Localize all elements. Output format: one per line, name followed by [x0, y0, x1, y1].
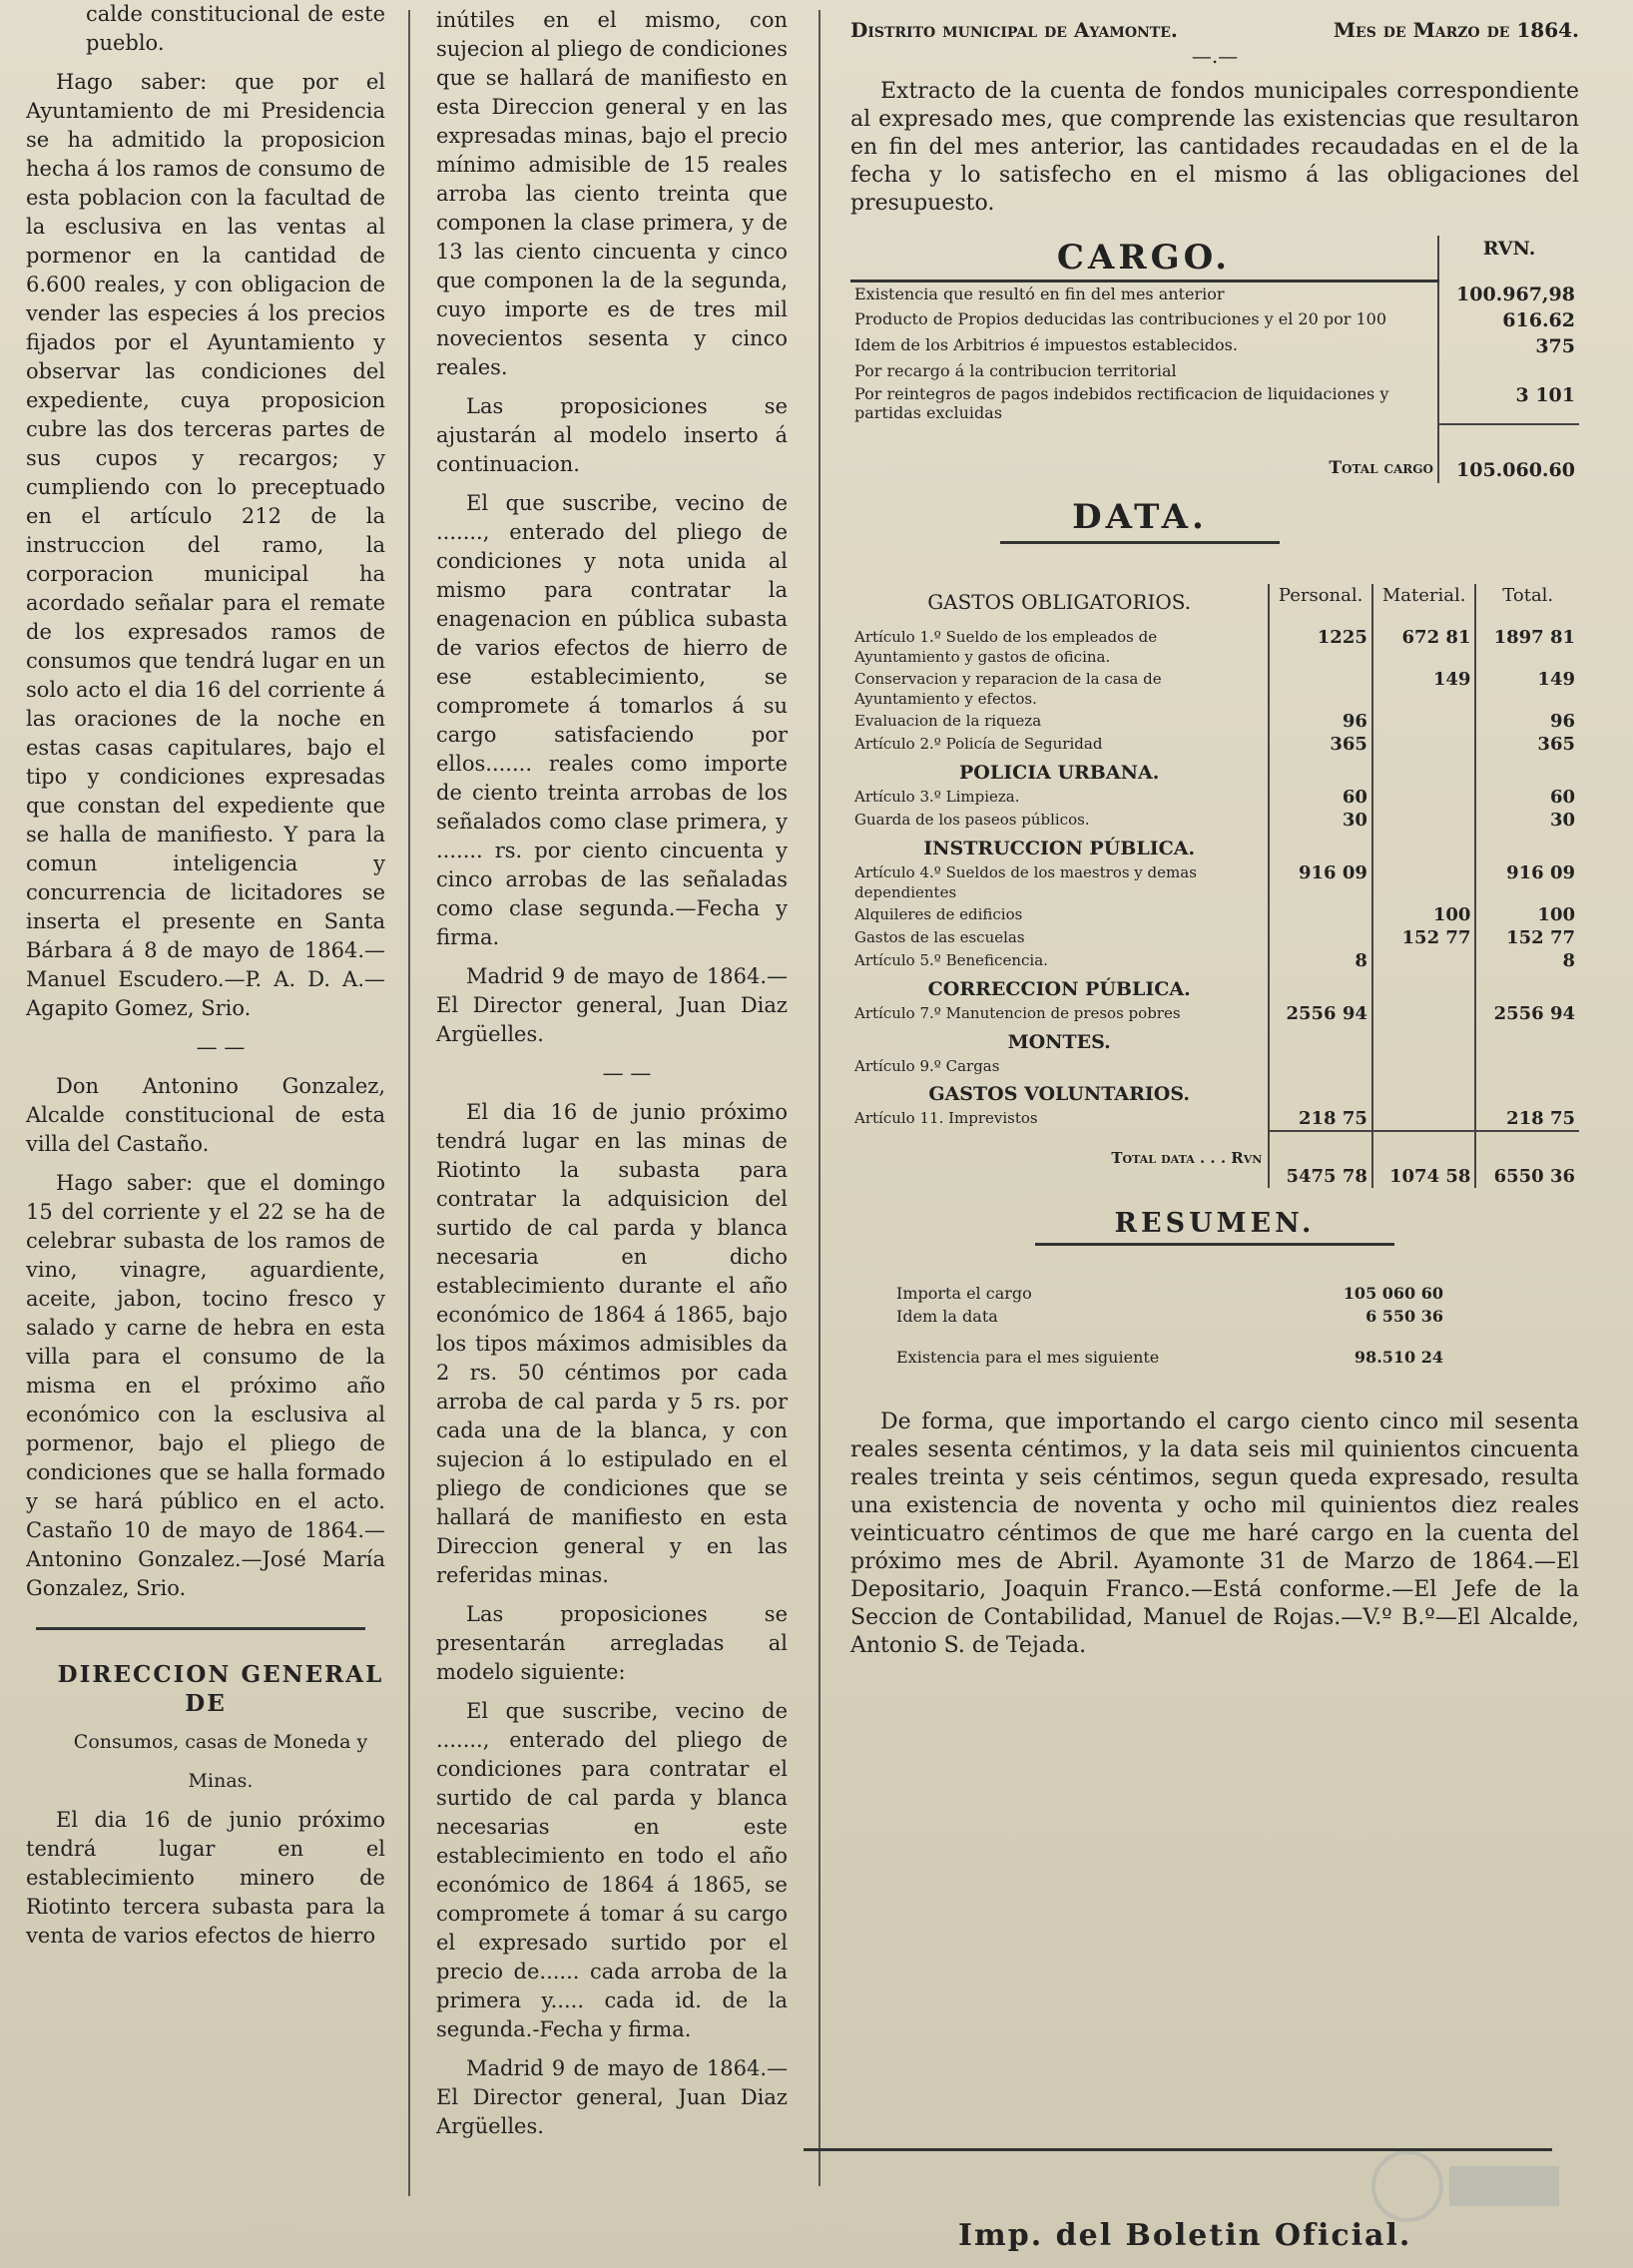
data-row [850, 861, 1579, 903]
data-row-personal: 916 09 [1269, 861, 1372, 903]
data-empty-cell [1269, 972, 1372, 1002]
data-row-label: Artículo 4.º Sueldos de los maestros y demas dependientes [854, 862, 1197, 901]
cargo-table [850, 236, 1579, 483]
column-rule-2 [818, 10, 820, 2186]
cargo-row-label: Por reintegros de pagos indebidos rectificacion de liquidaciones y partidas excluidas [854, 383, 1389, 422]
data-group-heading: MONTES. [1007, 1030, 1111, 1053]
data-row-material [1372, 809, 1476, 832]
divider-dash-2: — — [602, 1061, 652, 1085]
cargo-row-value: 3 101 [1438, 382, 1579, 424]
data-row-personal [1269, 668, 1372, 710]
data-row-total: 218 75 [1475, 1107, 1579, 1131]
data-row-total: 916 09 [1475, 861, 1579, 903]
data-row-total: 30 [1475, 809, 1579, 832]
data-group-heading: POLICIA URBANA. [959, 761, 1160, 784]
resumen-rule [1035, 1243, 1394, 1246]
data-row [850, 1107, 1579, 1131]
data-row-material: 100 [1372, 903, 1476, 926]
resumen-row-label: Idem la data [896, 1306, 998, 1326]
paragraph-signature-1: Madrid 9 de mayo de 1864.—El Director general, Juan Diaz Argüelles. [436, 964, 788, 1046]
resumen-row [890, 1282, 1449, 1305]
data-row-personal: 365 [1269, 733, 1372, 756]
data-row [850, 668, 1579, 710]
column-rule-1 [408, 10, 410, 2196]
data-empty-cell [1475, 756, 1579, 786]
data-row-material [1372, 786, 1476, 809]
data-row [850, 1002, 1579, 1025]
direccion-subheading-2: Minas. [188, 1770, 254, 1792]
data-row-label: Alquileres de edificios [854, 904, 1023, 923]
total-cargo-value: 105.060.60 [1438, 424, 1579, 483]
district-label: Distrito municipal de Ayamonte. [850, 18, 1178, 42]
total-total: 6550 36 [1475, 1131, 1579, 1188]
data-row-total: 1897 81 [1475, 626, 1579, 668]
resumen-row [890, 1305, 1449, 1328]
header-dash: —.— [1191, 44, 1239, 68]
data-empty-cell [1475, 972, 1579, 1002]
data-row [850, 733, 1579, 756]
data-row-personal: 30 [1269, 809, 1372, 832]
section-rule [36, 1627, 365, 1630]
cargo-row [850, 333, 1579, 359]
data-row-material [1372, 949, 1476, 972]
total-header: Total. [1475, 584, 1579, 626]
data-row-label: Artículo 1.º Sueldo de los empleados de Ayuntamiento y gastos de oficina. [854, 627, 1158, 666]
cargo-row-label: Idem de los Arbitrios é impuestos establecidos. [854, 334, 1238, 354]
resumen-row-label: Importa el cargo [896, 1283, 1032, 1303]
existencia-label: Existencia para el mes siguiente [896, 1347, 1160, 1367]
data-row [850, 1055, 1579, 1077]
data-empty-cell [1475, 832, 1579, 861]
data-row-personal: 218 75 [1269, 1107, 1372, 1131]
existencia-value: 98.510 24 [1354, 1347, 1443, 1367]
cargo-row [850, 359, 1579, 382]
paragraph-continuation: inútiles en el mismo, con sujecion al pliego de condiciones que se hallará de manifiesto en esta Direccion general y en las expresadas minas, bajo el precio mínimo admisible de 15 reales arroba las ciento treinta que componen la clase primera, y de 13 las ciento cincuenta y cinco que componen la de la segunda, cuyo importe es de tres mil novecientos sesenta y cinco reales. [436, 8, 788, 379]
imprint-line: Imp. del Boletin Oficial. [958, 2218, 1412, 2253]
column-1 [26, 0, 385, 1961]
data-row-personal: 1225 [1269, 626, 1372, 668]
gastos-obligatorios-heading: GASTOS OBLIGATORIOS. [927, 589, 1192, 614]
data-row-total: 60 [1475, 786, 1579, 809]
cargo-title: CARGO. [1056, 238, 1232, 278]
divider-dash: — — [196, 1035, 246, 1059]
closing-paragraph: De forma, que importando el cargo ciento cinco mil sesenta reales sesenta céntimos, y la data seis mil quinientos cincuenta reales treinta y seis céntimos, segun queda expresado, resulta una existencia de noventa y ocho mil quinientos diez reales veinticuatro céntimos de que me haré cargo en la cuenta del próximo mes de Abril. Ayamonte 31 de Marzo de 1864.—El Depositario, Joaquin Franco.—Está conforme.—El Jefe de la Seccion de Contabilidad, Manuel de Rojas.—V.º B.º—El Alcalde, Antonio S. de Tejada. [850, 1409, 1579, 1658]
rvn-header: RVN. [1438, 236, 1579, 282]
data-empty-cell [1269, 1025, 1372, 1055]
data-empty-cell [1475, 1077, 1579, 1107]
data-row-label: Artículo 5.º Beneficencia. [854, 950, 1048, 969]
data-row [850, 949, 1579, 972]
resumen-table [890, 1282, 1449, 1369]
data-row-personal: 8 [1269, 949, 1372, 972]
data-row-label: Gastos de las escuelas [854, 927, 1025, 946]
data-empty-cell [1475, 1025, 1579, 1055]
data-empty-cell [1372, 1077, 1476, 1107]
data-row-label: Artículo 3.º Limpieza. [854, 787, 1020, 806]
data-row-material: 672 81 [1372, 626, 1476, 668]
data-row-total: 365 [1475, 733, 1579, 756]
archive-stamp-watermark [1367, 2136, 1567, 2236]
paragraph-signature-2: Madrid 9 de mayo de 1864.—El Director general, Juan Diaz Argüelles. [436, 2056, 788, 2138]
data-row-label: Evaluacion de la riqueza [854, 711, 1042, 730]
paragraph-proposiciones: Las proposiciones se ajustarán al modelo inserto á continuacion. [436, 394, 788, 476]
data-empty-cell [1372, 832, 1476, 861]
data-row-total: 149 [1475, 668, 1579, 710]
data-row [850, 710, 1579, 733]
cargo-row-value: 375 [1438, 333, 1579, 359]
data-empty-cell [1269, 1077, 1372, 1107]
paragraph-subasta-cal: El dia 16 de junio próximo tendrá lugar en las minas de Riotinto la subasta para contratar la adquisicion del surtido de cal parda y blanca necesaria en dicho establecimiento durante el año económico de 1864 á 1865, bajo los tipos máximos admisibles da 2 rs. 50 céntimos por cada arroba de cal parda y 5 rs. por cada una de la blanca, y con sujecion á lo estipulado en el pliego de condiciones que se hallará de manifiesto en esta Direccion general y en las referidas minas. [436, 1100, 788, 1587]
cargo-row [850, 282, 1579, 307]
data-row-personal: 2556 94 [1269, 1002, 1372, 1025]
data-empty-cell [1372, 756, 1476, 786]
data-row-label: Artículo 11. Imprevistos [854, 1108, 1038, 1127]
total-material: 1074 58 [1372, 1131, 1476, 1188]
data-row-label: Artículo 2.º Policía de Seguridad [854, 734, 1103, 753]
paragraph-proposiciones-2: Las proposiciones se presentarán arregladas al modelo siguiente: [436, 1602, 788, 1684]
paragraph-modelo-hierro: El que suscribe, vecino de ......., enterado del pliego de condiciones y nota unida al mismo para contratar la enagenacion en pública subasta de varios efectos de hierro de ese establecimiento, se compromete á tomarlos á su cargo satisfaciendo por ellos....... reales como importe de ciento treinta arrobas de los señalados como clase primera, y ....... rs. por ciento cincuenta y cinco arrobas de las señaladas como clase segunda.—Fecha y firma. [436, 491, 788, 949]
data-group-heading: GASTOS VOLUNTARIOS. [928, 1082, 1191, 1105]
data-row-material [1372, 733, 1476, 756]
data-row-total: 152 77 [1475, 926, 1579, 949]
data-row-total: 8 [1475, 949, 1579, 972]
data-row-material: 149 [1372, 668, 1476, 710]
paragraph-subasta-hierro: El dia 16 de junio próximo tendrá lugar en el establecimiento minero de Riotinto tercera subasta para la venta de varios efectos de hierro [26, 1808, 385, 1948]
cargo-row-label: Existencia que resultó en fin del mes anterior [854, 284, 1225, 303]
data-row-personal [1269, 926, 1372, 949]
data-row-total: 96 [1475, 710, 1579, 733]
cargo-row-value: 100.967,98 [1438, 282, 1579, 307]
cargo-row [850, 307, 1579, 333]
paragraph-hago-saber-santa-barbara: Hago saber: que por el Ayuntamiento de mi Presidencia se ha admitido la proposicion hecha á los ramos de consumo de esta poblacion con la facultad de la esclusiva en las ventas al pormenor en la cantidad de 6.600 reales, y con obligacion de vender las especies á los precios fijados por el Ayuntamiento y observar las condiciones del expediente, cuya proposicion cubre las dos terceras partes de sus cupos y recargos; y cumpliendo con lo preceptuado en el artículo 212 de la instruccion del ramo, la corporacion municipal ha acordado señalar para el remate de los expresados ramos de consumos que tendrá lugar en un solo acto el dia 16 del corriente á las oraciones de la noche en estas casas capitulares, bajo el tipo y condiciones expresadas que constan del expediente que se halla de manifiesto. Y para la comun inteligencia y concurrencia de licitadores se inserta el presente en Santa Bárbara á 8 de mayo de 1864.—Manuel Escudero.—P. A. D. A.—Agapito Gomez, Srio. [26, 70, 385, 1020]
resumen-title: RESUMEN. [1114, 1207, 1316, 1239]
account-header [850, 18, 1579, 42]
cargo-row-value [1438, 359, 1579, 382]
data-row-personal: 60 [1269, 786, 1372, 809]
total-personal: 5475 78 [1269, 1131, 1372, 1188]
data-row-label: Guarda de los paseos públicos. [854, 810, 1090, 829]
data-row-material [1372, 1055, 1476, 1077]
total-cargo-label: Total cargo [1329, 457, 1433, 478]
data-row-material [1372, 1002, 1476, 1025]
data-row [850, 926, 1579, 949]
total-data-label: Total data . . . Rvn [1111, 1148, 1263, 1167]
account-intro: Extracto de la cuenta de fondos municipales correspondiente al expresado mes, que comprende las existencias que resultaron en fin del mes anterior, las cantidades recaudadas en el de la fecha y lo satisfecho en el mismo á las obligaciones del presupuesto. [850, 79, 1579, 216]
resumen-row-value: 105 060 60 [1343, 1283, 1443, 1303]
data-row-total: 100 [1475, 903, 1579, 926]
data-title-rule [1000, 541, 1280, 544]
paragraph-modelo-cal: El que suscribe, vecino de ......., enterado del pliego de condiciones para contratar el surtido de cal parda y blanca necesarias en este establecimiento en todo el año económico de 1864 á 1865, se compromete á tomar á su cargo el expresado surtido por el precio de...... cada arroba de la primera y..... cada id. de la segunda.-Fecha y firma. [436, 1699, 788, 2041]
data-row-personal [1269, 1055, 1372, 1077]
data-empty-cell [1269, 832, 1372, 861]
data-row-personal [1269, 903, 1372, 926]
data-row [850, 626, 1579, 668]
data-row-total [1475, 1055, 1579, 1077]
column-2 [436, 6, 788, 2151]
data-row-material [1372, 710, 1476, 733]
direccion-heading: DIRECCION GENERAL DE [57, 1661, 384, 1717]
data-row-material [1372, 861, 1476, 903]
column-3-account [850, 18, 1579, 1660]
cargo-row-label: Por recargo á la contribucion territorial [854, 360, 1177, 380]
data-row-material: 152 77 [1372, 926, 1476, 949]
data-empty-cell [1372, 1025, 1476, 1055]
cargo-row-value: 616.62 [1438, 307, 1579, 333]
data-row-material [1372, 1107, 1476, 1131]
month-label: Mes de Marzo de 1864. [1333, 18, 1579, 42]
data-row [850, 809, 1579, 832]
personal-header: Personal. [1269, 584, 1372, 626]
data-row-label: Artículo 7.º Manutencion de presos pobres [854, 1003, 1181, 1022]
data-row-label: Conservacion y reparacion de la casa de Ayuntamiento y efectos. [854, 669, 1162, 708]
data-title: DATA. [1072, 496, 1208, 537]
paragraph-hago-saber-castano: Hago saber: que el domingo 15 del corriente y el 22 se ha de celebrar subasta de los ramos de vino, vinagre, aguardiente, aceite, jabon, tocino fresco y salado y carne de hebra en esta villa para el consumo de la misma en el próximo año económico con la esclusiva al pormenor, bajo el pliego de condiciones que se halla formado y se hará público en el acto. Castaño 10 de mayo de 1864.—Antonino Gonzalez.—José María Gonzalez, Srio. [26, 1171, 385, 1600]
data-row-personal: 96 [1269, 710, 1372, 733]
data-empty-cell [1372, 972, 1476, 1002]
data-group-heading: CORRECCION PÚBLICA. [927, 977, 1191, 1000]
paragraph-don-antonino: Don Antonino Gonzalez, Alcalde constitucional de esta villa del Castaño. [26, 1074, 385, 1156]
resumen-row-value: 6 550 36 [1365, 1306, 1443, 1326]
data-row-label: Artículo 9.º Cargas [854, 1056, 1000, 1075]
material-header: Material. [1372, 584, 1476, 626]
data-row-total: 2556 94 [1475, 1002, 1579, 1025]
data-row [850, 786, 1579, 809]
data-table [850, 584, 1579, 1188]
cargo-row [850, 382, 1579, 424]
cargo-row-label: Producto de Propios deducidas las contribuciones y el 20 por 100 [854, 308, 1387, 328]
direccion-subheading: Consumos, casas de Moneda y [73, 1731, 368, 1753]
paragraph-alcalde-end: calde constitucional de este pueblo. [86, 2, 385, 55]
data-empty-cell [1269, 756, 1372, 786]
data-group-heading: INSTRUCCION PÚBLICA. [923, 837, 1196, 859]
data-row [850, 903, 1579, 926]
